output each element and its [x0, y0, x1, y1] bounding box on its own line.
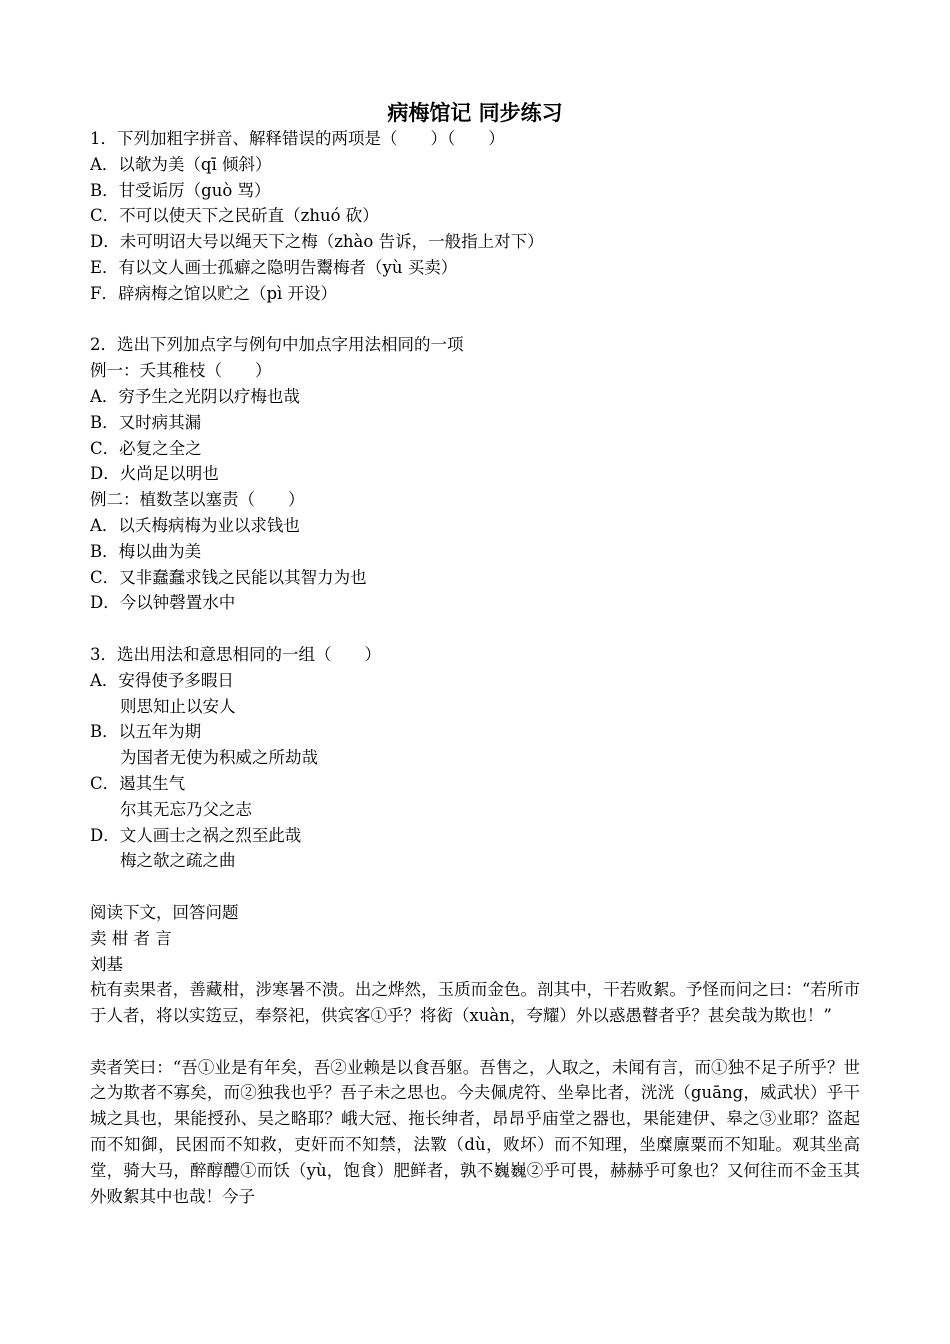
- question-3-option: B．以五年为期: [90, 722, 202, 742]
- question-2-stem: 2．选出下列加点字与例句中加点字用法相同的一项: [90, 335, 464, 355]
- question-2-example-1: 例一：夭其稚枝（ ）: [90, 361, 272, 381]
- spacer: [90, 1029, 860, 1055]
- reading-intro: 阅读下文，回答问题: [90, 902, 239, 922]
- question-2-option: D．火尚足以明也: [90, 464, 219, 484]
- question-3-option: C．遏其生气: [90, 773, 186, 793]
- document-body: [90, 126, 860, 1209]
- question-2-option: D．今以钟磬置水中: [90, 593, 236, 613]
- spacer: [90, 307, 860, 333]
- spacer: [90, 874, 860, 900]
- question-3-option-pair: 则思知止以安人: [120, 696, 236, 716]
- spacer: [90, 616, 860, 642]
- question-1-option: D．未可明诏大号以绳天下之梅（zhào 告诉，一般指上对下）: [90, 232, 544, 252]
- question-2-option: B．梅以曲为美: [90, 541, 202, 561]
- question-3-option: A．安得使予多暇日: [90, 670, 234, 690]
- reading-paragraph-2: 卖者笑曰：“吾①业是有年矣，吾②业赖是以食吾躯。吾售之，人取之，未闻有言，而①独不足子所乎？世之为欺者不寡矣，而②独我也乎？吾子未之思也。今夫佩虎符、坐皋比者，洸洸（guāng，威武状）乎干城之具也，果能授孙、吴之略耶？峨大冠、拖长绅者，昂昂乎庙堂之器也，果能建伊、皋之③业耶？盗起而不知御，民困而不知救，吏奸而不知禁，法斁（dù，败坏）而不知理，坐糜廪粟而不知耻。观其坐高堂，骑大马，醉醇醴①而饫（yù，饱食）肥鲜者，孰不巍巍②乎可畏，赫赫乎可象也？又何往而不金玉其外败絮其中也哉！今子: [90, 1057, 860, 1206]
- reading-paragraph-1: 杭有卖果者，善藏柑，涉寒暑不溃。出之烨然，玉质而金色。剖其中，干若败絮。予怪而问之曰：“若所市于人者，将以实笾豆，奉祭祀，供宾客①乎？将衒（xuàn，夸耀）外以惑愚瞽者乎？甚矣哉为欺也！”: [90, 980, 860, 1026]
- question-3-option-pair: 为国者无使为积威之所劫哉: [120, 748, 318, 768]
- question-3-stem: 3．选出用法和意思相同的一组（ ）: [90, 644, 381, 664]
- question-3-option-pair: 尔其无忘乃父之志: [120, 799, 252, 819]
- question-1-option: B．甘受诟厉（guò 骂）: [90, 180, 271, 200]
- reading-author: 刘基: [90, 954, 123, 974]
- question-2-option: A．穷予生之光阴以疗梅也哉: [90, 386, 300, 406]
- question-3-option-pair: 梅之欹之疏之曲: [120, 851, 236, 871]
- question-3-option: D．文人画士之祸之烈至此哉: [90, 825, 302, 845]
- question-2-option: C．又非蠢蠢求钱之民能以其智力为也: [90, 567, 367, 587]
- question-2-option: A．以夭梅病梅为业以求钱也: [90, 515, 300, 535]
- question-1-option: F．辟病梅之馆以贮之（pì 开设）: [90, 283, 338, 303]
- question-2-option: C．必复之全之: [90, 438, 202, 458]
- question-1-option: A．以欹为美（qī 倾斜）: [90, 154, 272, 174]
- question-2-example-2: 例二：植数茎以塞责（ ）: [90, 490, 305, 510]
- question-1-stem: 1．下列加粗字拼音、解释错误的两项是（ ）（ ）: [90, 129, 505, 148]
- question-1-option: E．有以文人画士孤癖之隐明告鬻梅者（yù 买卖）: [90, 257, 458, 277]
- question-1-option: C．不可以使天下之民斫直（zhuó 砍）: [90, 206, 379, 226]
- page-title: 病梅馆记 同步练习: [387, 100, 563, 125]
- question-2-option: B．又时病其漏: [90, 412, 202, 432]
- reading-title: 卖 柑 者 言: [90, 928, 172, 948]
